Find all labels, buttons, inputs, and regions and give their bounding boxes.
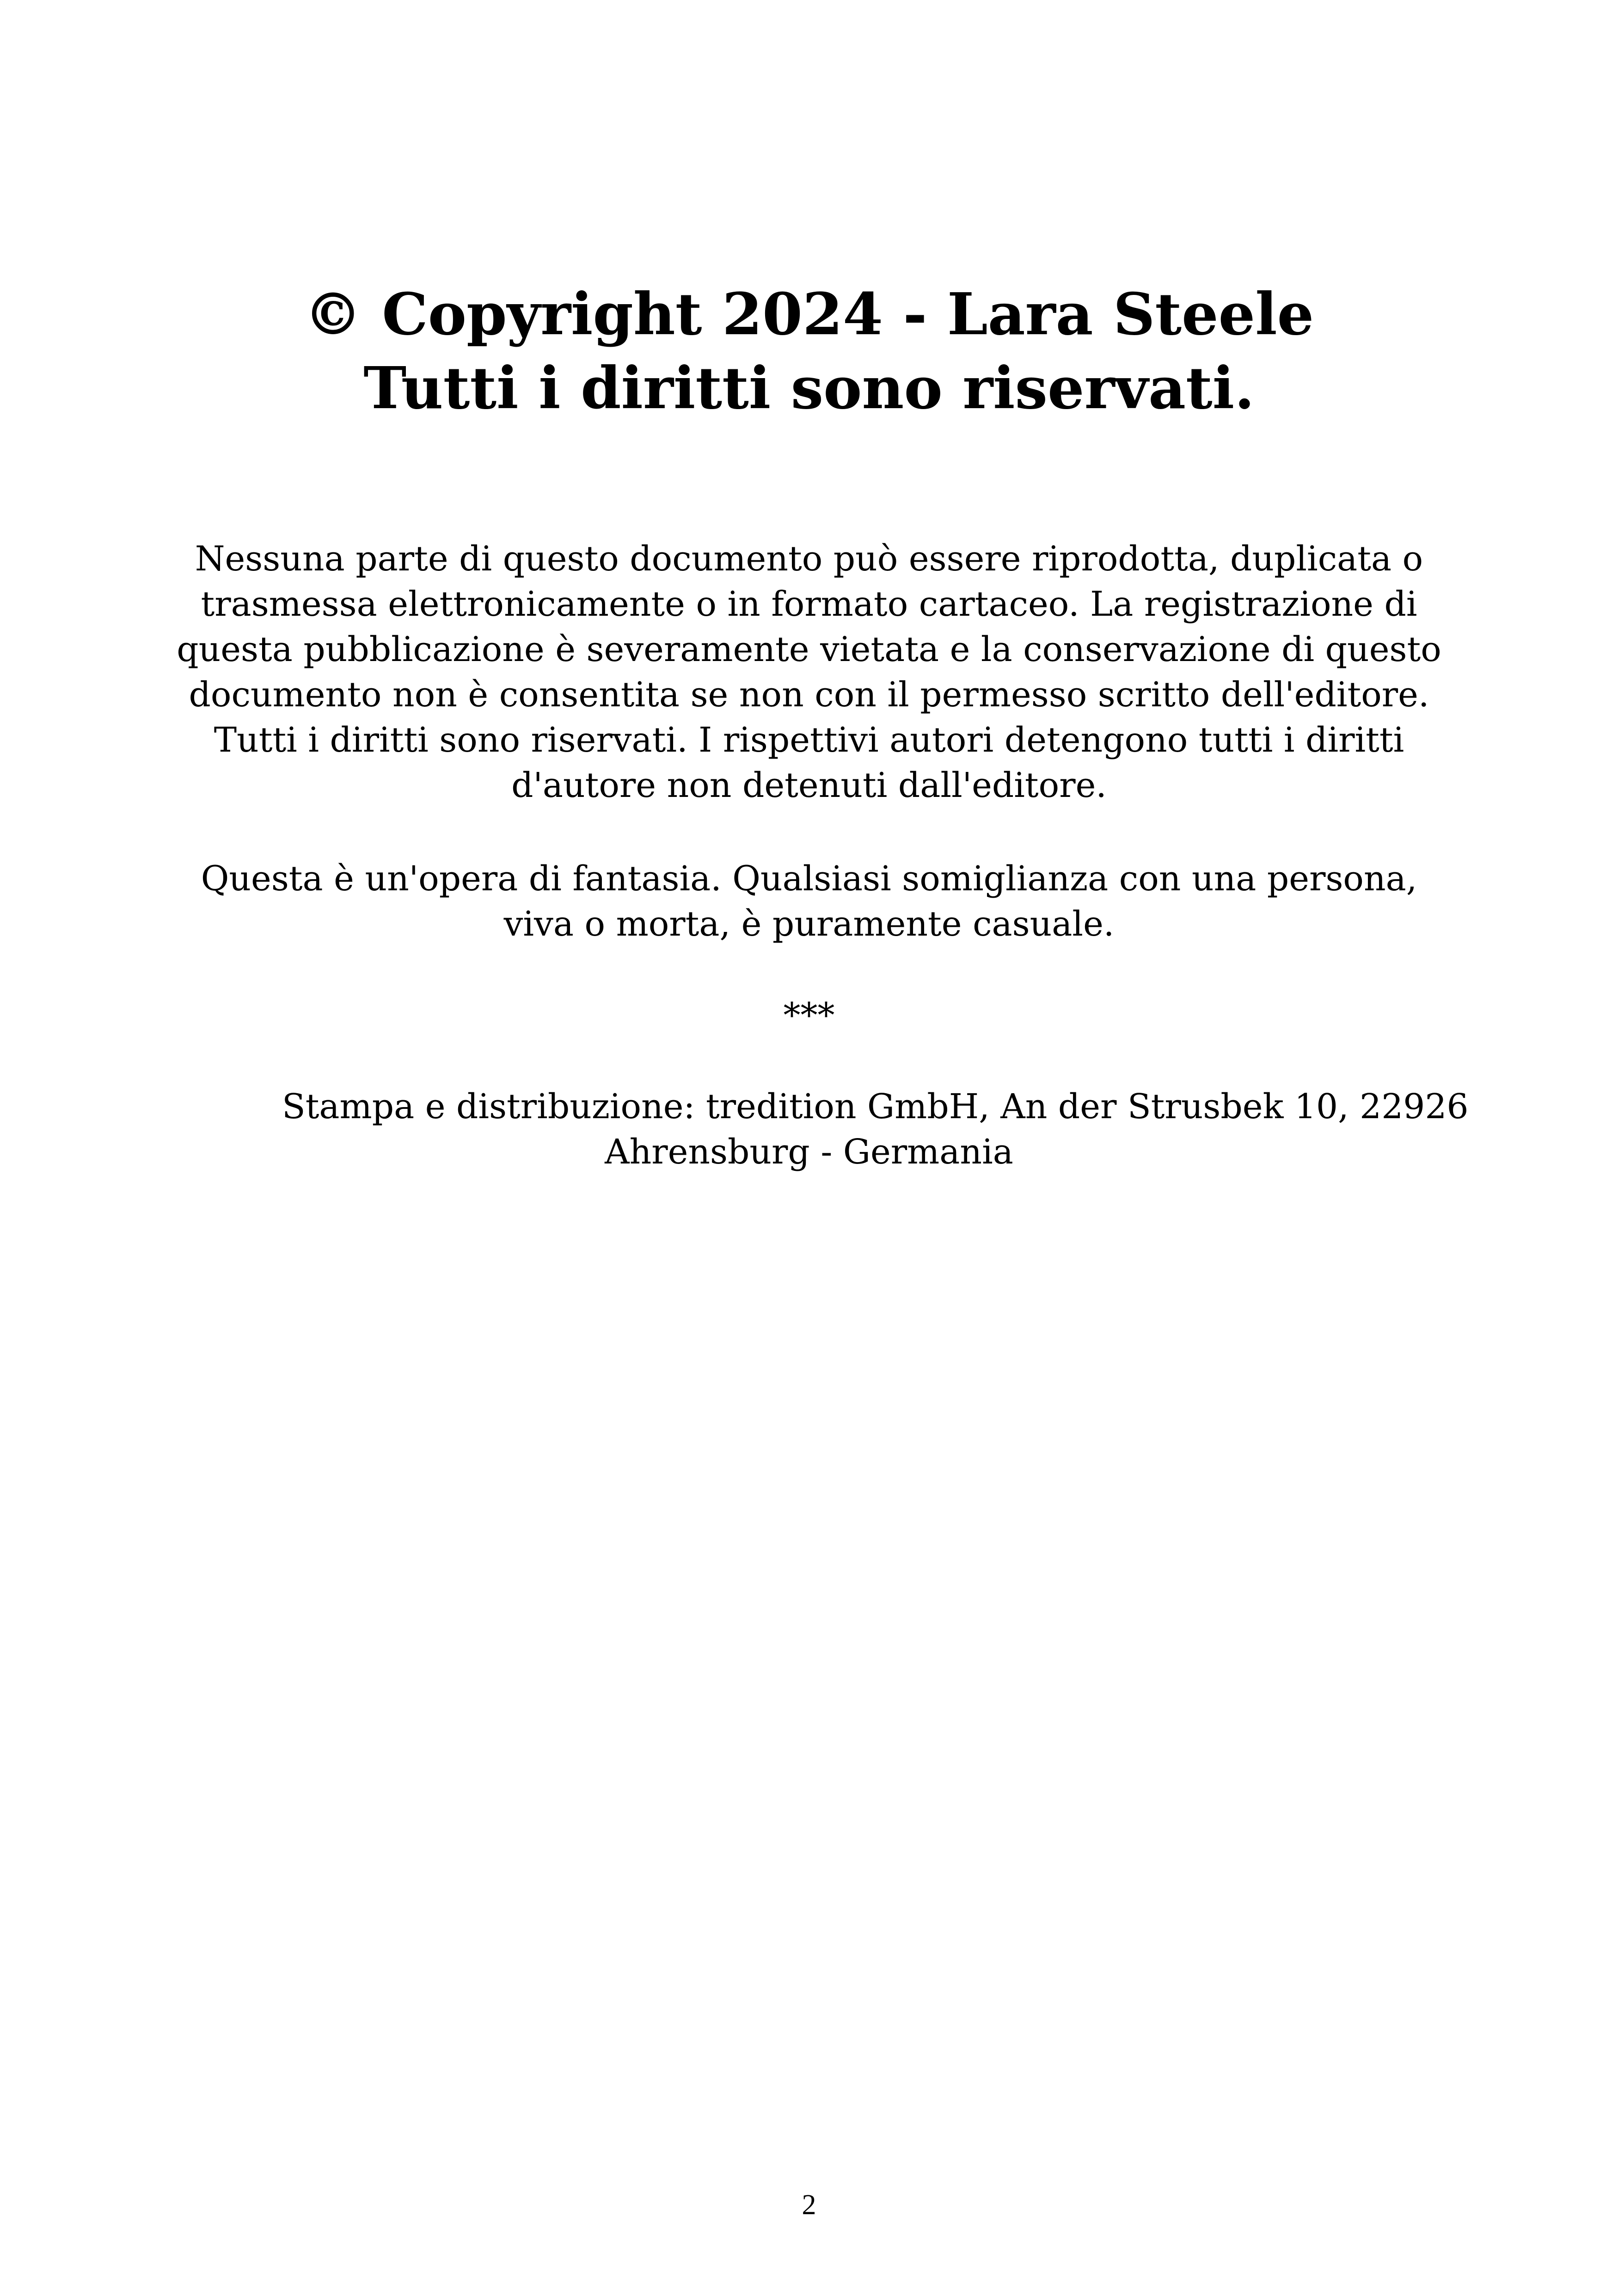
legal-notice-line: Tutti i diritti sono riservati. I rispettivi autori detengono tutti i diritti — [214, 720, 1404, 760]
printer-imprint — [0, 1084, 1618, 1175]
legal-notice-line: Nessuna parte di questo documento può essere riprodotta, duplicata o — [195, 539, 1423, 579]
fiction-disclaimer-line: Questa è un'opera di fantasia. Qualsiasi somiglianza con una persona, — [201, 859, 1417, 899]
imprint-line: Ahrensburg - Germania — [605, 1132, 1013, 1172]
rights-reserved-heading: Tutti i diritti sono riservati. — [363, 355, 1255, 422]
legal-notice-line: d'autore non detenuti dall'editore. — [511, 765, 1107, 805]
copyright-heading: © Copyright 2024 - Lara Steele — [304, 281, 1314, 348]
fiction-disclaimer-paragraph — [116, 856, 1502, 947]
fiction-disclaimer-line: viva o morta, è puramente casuale. — [503, 904, 1115, 944]
legal-notice-line: questa pubblicazione è severamente vietata e la conservazione di questo — [177, 630, 1441, 669]
imprint-line: Stampa e distribuzione: tredition GmbH, An der Strusbek 10, 22926 — [282, 1087, 1469, 1127]
legal-notice-line: trasmessa elettronicamente o in formato cartaceo. La registrazione di — [201, 584, 1417, 624]
legal-notice-line: documento non è consentita se non con il permesso scritto dell'editore. — [189, 675, 1429, 715]
legal-notice-paragraph — [116, 536, 1502, 808]
page-number: 2 — [802, 2189, 816, 2221]
section-separator: *** — [783, 996, 835, 1035]
